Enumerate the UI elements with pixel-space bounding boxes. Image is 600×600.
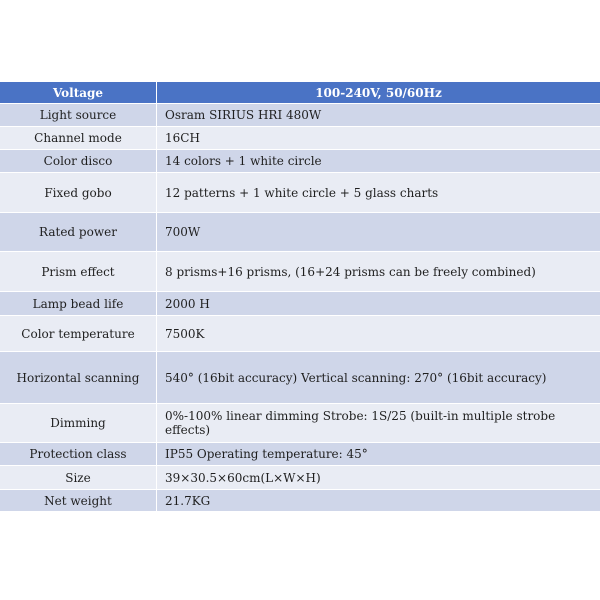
header-value: 100-240V, 50/60Hz (157, 82, 600, 104)
row-label: Lamp bead life (0, 292, 157, 316)
table-row (0, 490, 600, 512)
row-value: 8 prisms+16 prisms, (16+24 prisms can be freely combined) (157, 252, 600, 292)
row-label: Rated power (0, 213, 157, 252)
row-value: 700W (157, 213, 600, 252)
row-label: Fixed gobo (0, 173, 157, 213)
row-value: 540° (16bit accuracy) Vertical scanning: 270° (16bit accuracy) (157, 352, 600, 404)
table-row (0, 292, 600, 316)
row-value: 2000 H (157, 292, 600, 316)
row-value: 14 colors + 1 white circle (157, 150, 600, 173)
table-row (0, 104, 600, 127)
row-label: Net weight (0, 490, 157, 512)
row-label: Prism effect (0, 252, 157, 292)
table-row (0, 213, 600, 252)
row-value: 7500K (157, 316, 600, 352)
row-value: 12 patterns + 1 white circle + 5 glass charts (157, 173, 600, 213)
table-row (0, 173, 600, 213)
table-row (0, 252, 600, 292)
row-label: Color disco (0, 150, 157, 173)
table-row (0, 466, 600, 490)
header-row (0, 82, 600, 104)
table-row (0, 443, 600, 466)
row-label: Channel mode (0, 127, 157, 150)
table-row (0, 316, 600, 352)
row-label: Size (0, 466, 157, 490)
row-label: Color temperature (0, 316, 157, 352)
spec-table (0, 82, 600, 512)
row-label: Dimming (0, 404, 157, 443)
row-label: Light source (0, 104, 157, 127)
row-value: 0%-100% linear dimming Strobe: 1S/25 (built-in multiple strobe effects) (157, 404, 600, 443)
row-value: 39×30.5×60cm(L×W×H) (157, 466, 600, 490)
table-row (0, 404, 600, 443)
row-value: Osram SIRIUS HRI 480W (157, 104, 600, 127)
table-row (0, 150, 600, 173)
row-label: Horizontal scanning (0, 352, 157, 404)
row-value: 21.7KG (157, 490, 600, 512)
row-value: 16CH (157, 127, 600, 150)
header-label: Voltage (0, 82, 157, 104)
table-row (0, 127, 600, 150)
row-label: Protection class (0, 443, 157, 466)
row-value: IP55 Operating temperature: 45° (157, 443, 600, 466)
table-row (0, 352, 600, 404)
